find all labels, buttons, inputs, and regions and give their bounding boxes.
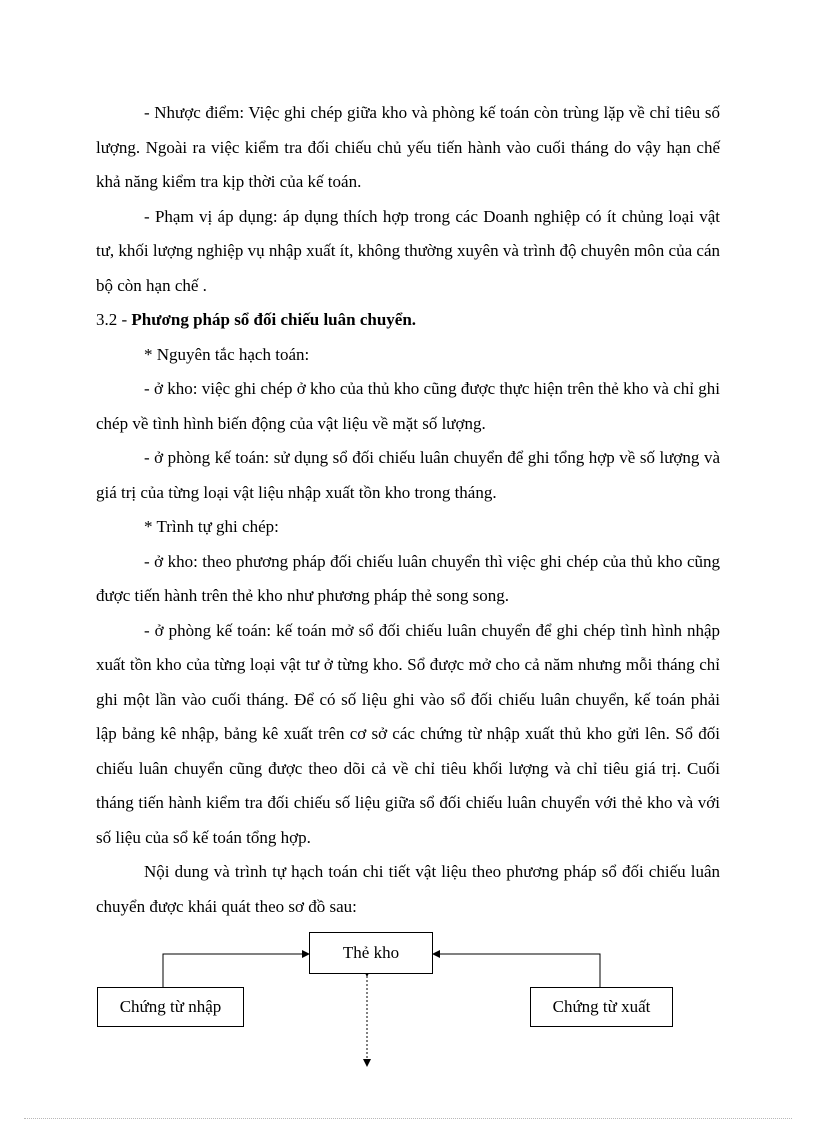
paragraph-disadvantages: - Nhược điểm: Việc ghi chép giữa kho và phòng kế toán còn trùng lặp về chỉ tiêu số lượng. Ngoài ra việc kiểm tra đối chiếu chủ yếu tiến hành vào cuối tháng do vậy hạn chế khả năng kiểm tra kịp thời của kế toán. <box>96 103 720 191</box>
connector-nhap-to-the-kho <box>163 954 309 987</box>
body-text <box>96 96 720 924</box>
section-title: Phương pháp sổ đối chiếu luân chuyển. <box>131 310 417 329</box>
chung-tu-xuat-box: Chứng từ xuất <box>530 987 673 1027</box>
paragraph-scope: - Phạm vị áp dụng: áp dụng thích hợp trong các Doanh nghiệp có ít chủng loại vật tư, khối lượng nghiệp vụ nhập xuất ít, không thường xuyên và trình độ chuyên môn của cán bộ còn hạn chế . <box>96 206 720 295</box>
chung-tu-nhap-box: Chứng từ nhập <box>97 987 244 1027</box>
section-heading <box>96 303 720 338</box>
paragraph-diagram-intro: Nội dung và trình tự hạch toán chi tiết vật liệu theo phương pháp sổ đối chiếu luân chuyển được khái quát theo sơ đồ sau: <box>96 862 720 916</box>
paragraph-warehouse-procedure: - ở kho: theo phương pháp đối chiếu luân chuyển thì việc ghi chép của thủ kho cũng được tiến hành trên thẻ kho như phương pháp thẻ song song. <box>96 551 720 605</box>
section-number: 3.2 - <box>96 310 132 329</box>
paragraph-procedure-heading: * Trình tự ghi chép: <box>144 517 279 536</box>
the-kho-box: Thẻ kho <box>309 932 433 974</box>
paragraph-accounting: - ở phòng kế toán: sử dụng sổ đối chiếu luân chuyển để ghi tổng hợp về số lượng và giá trị của từng loại vật liệu nhập xuất tồn kho trong tháng. <box>96 448 720 502</box>
paragraph-warehouse: - ở kho: việc ghi chép ở kho của thủ kho cũng được thực hiện trên thẻ kho và chỉ ghi chép về tình hình biến động của vật liệu về mặt số lượng. <box>96 379 720 433</box>
page-bottom-divider <box>24 1118 792 1119</box>
paragraph-principle-heading: * Nguyên tắc hạch toán: <box>144 344 310 364</box>
paragraph-accounting-procedure: - ở phòng kế toán: kế toán mở sổ đối chiếu luân chuyển để ghi chép tình hình nhập xuất tồn kho của từng loại vật tư ở từng kho. Sổ được mở cho cả năm nhưng mỗi tháng chỉ ghi một lần vào cuối tháng. Để có số liệu ghi vào sổ đối chiếu luân chuyển, kế toán phải lập bảng kê nhập, bảng kê xuất trên cơ sở các chứng từ nhập xuất thủ kho gửi lên. Sổ đối chiếu luân chuyển cũng được theo dõi cả về chỉ tiêu khối lượng và chỉ tiêu giá trị. Cuối tháng tiến hành kiểm tra đối chiếu số liệu giữa sổ đối chiếu luân chuyển với thẻ kho và với số liệu của sổ kế toán tổng hợp. <box>96 620 720 847</box>
connector-xuat-to-the-kho <box>433 954 600 987</box>
